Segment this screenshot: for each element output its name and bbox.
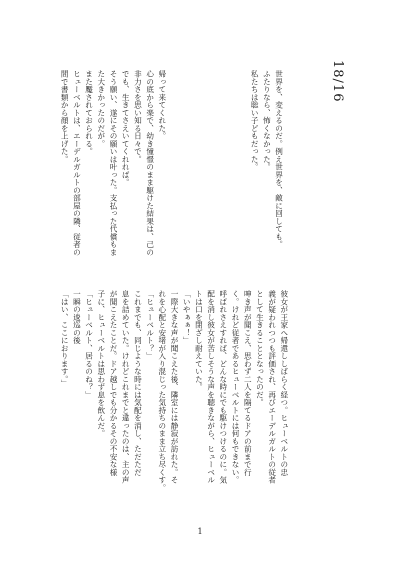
middle-paragraph: 帰って来てくれた。 心の底から楽で、幼き憧憬のまま駆けた結果は、己の 非力さを思い知る日々で。 でも、生きてさえいてくれれば。 そう願い、遂にその願いは叶った。支払った代償もま た大きかったのだが。 また魘されておられる。 ヒューベルトは、エーデルガルトの部屋の隣、従者の 間で書類から顔を上げた。 [60, 70, 167, 256]
opening-text: 世界を、変えるのだ。例え世界を、敵に回しても。 ふたりなら、怖くなかった。 私たちは聡い子どもだった。 [250, 70, 284, 249]
page-title: 18/16 [330, 60, 345, 103]
lower-paragraph: 彼女が王家へ帰還ししばらく経つ。ヒューベルトの忠 義が疑われつつも評価され、再びエーデルガルトの従者 として生きることとなったのだ。 呻き声が聞こえ、思わず二人を隔てるドアの前まで行 く。けれど従者であるヒューベルトには何もできない。 呼ばれさえすれば、どんな時にでも駆けつけるのに。気 配を消し彼女が苦しそうな声を聴きながら、ヒューベル トは口を閉ざし耐えていた。 「いやぁぁ！」 一際大きな声が聞こえた後、隣室には静寂が訪れた。そ れを心配と安堵が入り混じった気持ちのまま立ち尽くす。 「ヒューベルト？」 これまでも、同じような時には気配を消し、ただただ 息を詰めていた。けれどこれまでと違ったのは、主の声 が聞こえたことだ。ドア越しでも分かるその不安な様 子に、ヒューベルトは思わず息を飲んだ。 「ヒューベルト、居るのね？」 一瞬の逡巡の後 「はい、ここにおります。」 [60, 290, 289, 492]
page-number: 1 [197, 527, 203, 536]
